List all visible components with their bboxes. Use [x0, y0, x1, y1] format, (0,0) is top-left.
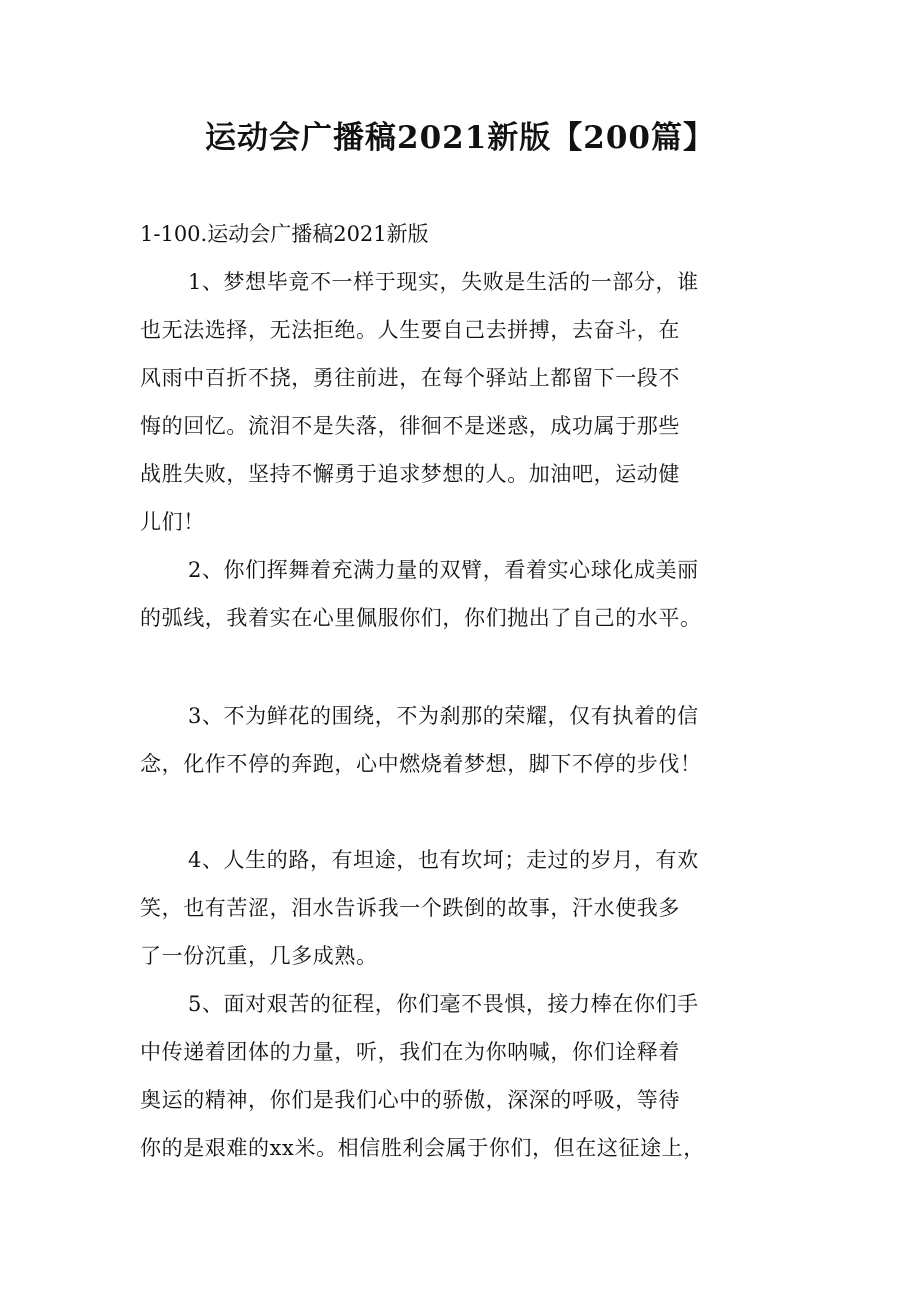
paragraph-line: 战胜失败，坚持不懈勇于追求梦想的人。加油吧，运动健 [140, 462, 680, 486]
section-heading: 1-100.运动会广播稿2021新版 [140, 222, 429, 246]
paragraph-3 [140, 692, 780, 788]
paragraph-line: 儿们！ [140, 510, 205, 534]
paragraph-line: 中传递着团体的力量，听，我们在为你呐喊，你们诠释着 [140, 1040, 680, 1064]
page-title: 运动会广播稿2021新版【200篇】 [205, 120, 715, 156]
paragraph-line: 的弧线，我着实在心里佩服你们，你们抛出了自己的水平。 [140, 606, 702, 630]
paragraph-line: 1、梦想毕竟不一样于现实，失败是生活的一部分，谁 [188, 270, 699, 294]
paragraph-line: 3、不为鲜花的围绕，不为刹那的荣耀，仅有执着的信 [188, 704, 699, 728]
paragraph-line: 4、人生的路，有坦途，也有坎坷；走过的岁月，有欢 [188, 848, 699, 872]
paragraph-line: 笑，也有苦涩，泪水告诉我一个跌倒的故事，汗水使我多 [140, 896, 680, 920]
paragraph-4 [140, 836, 780, 980]
paragraph-line: 悔的回忆。流泪不是失落，徘徊不是迷惑，成功属于那些 [140, 414, 680, 438]
paragraph-5 [140, 980, 780, 1172]
paragraph-line: 风雨中百折不挠，勇往前进，在每个驿站上都留下一段不 [140, 366, 680, 390]
paragraph-line: 5、面对艰苦的征程，你们毫不畏惧，接力棒在你们手 [188, 992, 699, 1016]
paragraph-2 [140, 546, 780, 642]
paragraph-line: 2、你们挥舞着充满力量的双臂，看着实心球化成美丽 [188, 558, 699, 582]
paragraph-line: 奥运的精神，你们是我们心中的骄傲，深深的呼吸，等待 [140, 1088, 680, 1112]
paragraph-1 [140, 258, 780, 546]
paragraph-line: 了一份沉重，几多成熟。 [140, 944, 378, 968]
paragraph-line: 念，化作不停的奔跑，心中燃烧着梦想，脚下不停的步伐！ [140, 752, 702, 776]
paragraph-line: 你的是艰难的xx米。相信胜利会属于你们，但在这征途上， [140, 1136, 705, 1160]
paragraph-line: 也无法选择，无法拒绝。人生要自己去拼搏，去奋斗，在 [140, 318, 680, 342]
